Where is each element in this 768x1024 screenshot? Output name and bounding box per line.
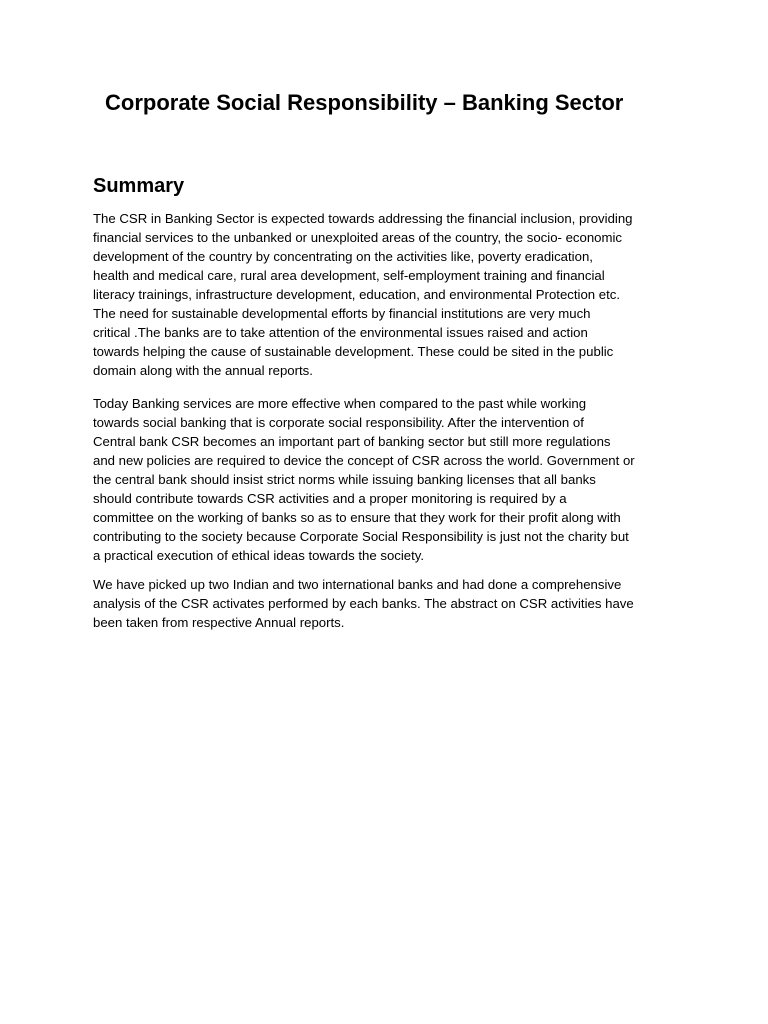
paragraph-line: The need for sustainable developmental efforts by financial institutions are very much: [93, 306, 591, 321]
paragraph-line: the central bank should insist strict norms while issuing banking licenses that all banks: [93, 472, 596, 487]
paragraph-line: Today Banking services are more effective when compared to the past while working: [93, 396, 587, 411]
summary-paragraph-1: [93, 209, 678, 380]
paragraph-line: development of the country by concentrating on the activities like, poverty eradication,: [93, 249, 593, 264]
paragraph-line: towards social banking that is corporate social responsibility. After the intervention of: [93, 415, 584, 430]
paragraph-line: analysis of the CSR activates performed by each banks. The abstract on CSR activities have: [93, 596, 634, 611]
paragraph-line: committee on the working of banks so as to ensure that they work for their profit along with: [93, 510, 621, 525]
summary-paragraph-3: [93, 575, 678, 632]
paragraph-line: We have picked up two Indian and two international banks and had done a comprehensive: [93, 577, 622, 592]
paragraph-line: towards helping the cause of sustainable development. These could be sited in the public: [93, 344, 614, 359]
paragraph-line: a practical execution of ethical ideas towards the society.: [93, 548, 425, 563]
paragraph-line: The CSR in Banking Sector is expected towards addressing the financial inclusion, providing: [93, 211, 633, 226]
paragraph-line: should contribute towards CSR activities and a proper monitoring is required by a: [93, 491, 567, 506]
paragraph-line: and new policies are required to device the concept of CSR across the world. Government or: [93, 453, 635, 468]
paragraph-line: financial services to the unbanked or unexploited areas of the country, the socio- economic: [93, 230, 623, 245]
summary-paragraph-2: [93, 394, 678, 565]
paragraph-line: been taken from respective Annual reports.: [93, 615, 345, 630]
summary-heading: Summary: [93, 175, 185, 197]
paragraph-line: critical .The banks are to take attention of the environmental issues raised and action: [93, 325, 588, 340]
paragraph-line: health and medical care, rural area development, self-employment training and financial: [93, 268, 605, 283]
paragraph-line: literacy trainings, infrastructure development, education, and environmental Protection etc.: [93, 287, 621, 302]
document-title: Corporate Social Responsibility – Banking Sector: [105, 90, 624, 115]
paragraph-line: Central bank CSR becomes an important part of banking sector but still more regulations: [93, 434, 611, 449]
paragraph-line: domain along with the annual reports.: [93, 363, 313, 378]
paragraph-line: contributing to the society because Corporate Social Responsibility is just not the charity but: [93, 529, 629, 544]
